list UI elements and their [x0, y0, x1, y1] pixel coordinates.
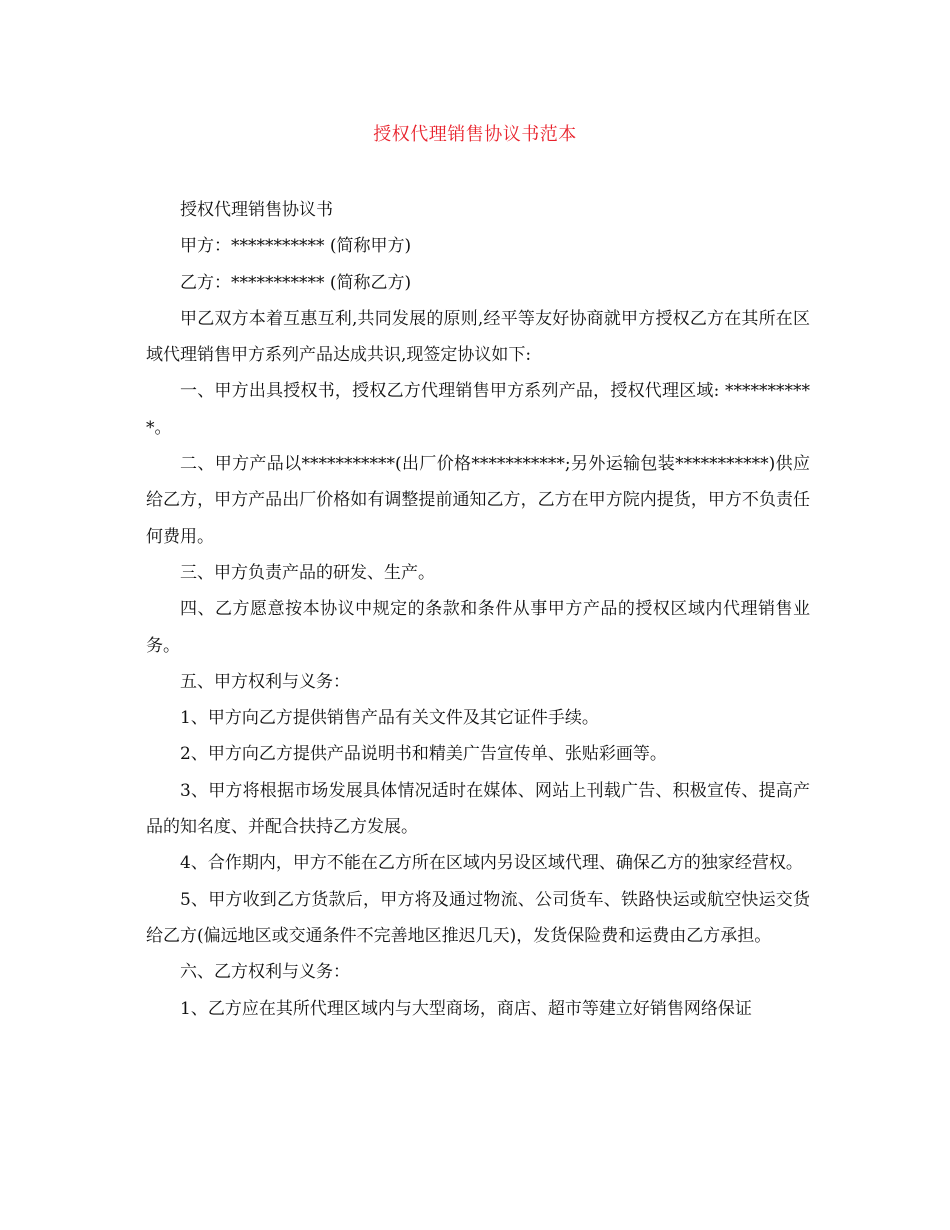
document-body: [146, 192, 810, 1027]
clause-3: 三、甲方负责产品的研发、生产。: [180, 562, 435, 583]
clause-6-heading: 六、乙方权利与义务：: [180, 962, 350, 983]
party-b-line: 乙方：*********** (简称乙方): [180, 272, 412, 293]
clause-1: 一、甲方出具授权书，授权乙方代理销售甲方系列产品，授权代理区域: ***********。: [146, 381, 810, 438]
clause-6-item-1: 1、乙方应在其所代理区域内与大型商场，商店、超市等建立好销售网络保证: [180, 998, 752, 1019]
clause-5-heading: 五、甲方权利与义务：: [180, 671, 350, 692]
document-title: 授权代理销售协议书范本: [373, 124, 577, 145]
clause-2: 二、甲方产品以***********(出厂价格***********;另外运输包装***********)供应给乙方，甲方产品出厂价格如有调整提前通知乙方，乙方在甲方院内提货，甲方不负责任何费用。: [146, 454, 810, 547]
clause-5-item-3: 3、甲方将根据市场发展具体情况适时在媒体、网站上刊载广告、积极宣传、提高产品的知名度、并配合扶持乙方发展。: [146, 780, 810, 838]
clause-5-item-1: 1、甲方向乙方提供销售产品有关文件及其它证件手续。: [180, 708, 599, 729]
preamble-paragraph: 甲乙双方本着互惠互利,共同发展的原则,经平等友好协商就甲方授权乙方在其所在区域代理销售甲方系列产品达成共识,现签定协议如下:: [146, 308, 810, 366]
clause-5-item-5: 5、甲方收到乙方货款后，甲方将及通过物流、公司货车、铁路快运或航空快运交货给乙方(偏远地区或交通条件不完善地区推迟几天)，发货保险费和运费由乙方承担。: [146, 889, 810, 946]
clause-5-item-4: 4、合作期内，甲方不能在乙方所在区域内另设区域代理、确保乙方的独家经营权。: [180, 853, 803, 874]
clause-4: 四、乙方愿意按本协议中规定的条款和条件从事甲方产品的授权区域内代理销售业务。: [146, 599, 810, 656]
clause-5-item-2: 2、甲方向乙方提供产品说明书和精美广告宣传单、张贴彩画等。: [180, 744, 667, 765]
party-a-line: 甲方：*********** (简称甲方): [180, 236, 412, 257]
heading-agreement: 授权代理销售协议书: [180, 200, 333, 220]
